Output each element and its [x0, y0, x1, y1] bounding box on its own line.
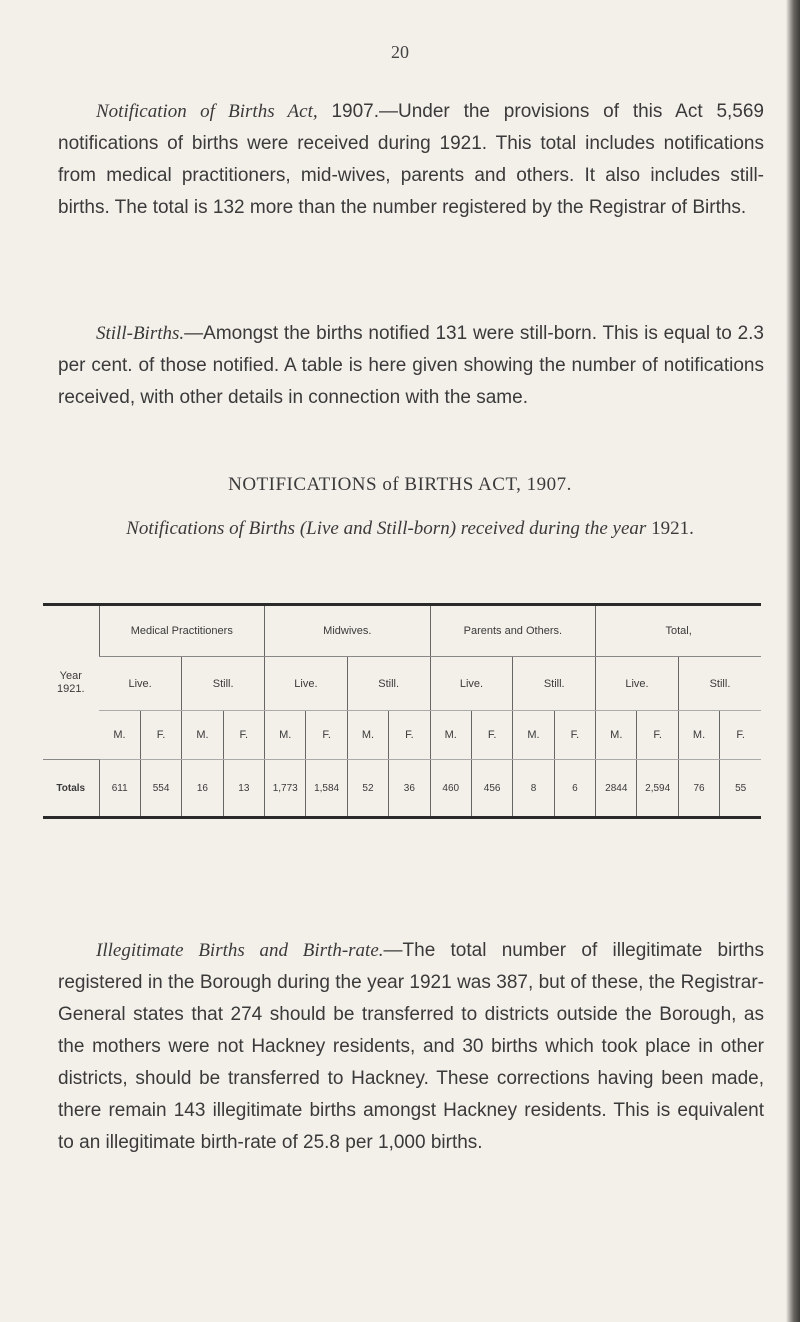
table-cell: 6: [554, 760, 595, 818]
table-cell: 1,773: [265, 760, 306, 818]
notification-paragraph: [58, 96, 764, 224]
table-cell: 16: [182, 760, 223, 818]
table-subtitle-text: Notifications of Births (Live and Still-born) received during the year: [126, 518, 647, 539]
group-header: Total,: [596, 605, 762, 657]
group-header-row: [43, 605, 761, 657]
table-subtitle: [60, 512, 760, 546]
group-header: Midwives.: [265, 605, 431, 657]
sex-header: F.: [720, 711, 761, 760]
notification-text: 1907.—Under the provisions of this Act 5,569 notifications of births were received during 1921. This total includes notifications from medical practitioners, mid-wives, parents and others. It also includes still-births. The total is 132 more than the number registered by the Registrar of Births.: [58, 101, 765, 218]
sex-header: M.: [513, 711, 554, 760]
births-notifications-table: [43, 603, 761, 819]
sub-header: Still.: [513, 657, 596, 711]
illegitimate-text: —The total number of illegitimate births registered in the Borough during the year 1921 was 387, but of these, the Registrar-General states that 274 should be transferred to districts outside the Borough, as the mothers were not Hackney residents, and 30 births which took place in other districts, should be transferred to Hackney. These corrections having been made, there remain 143 illegitimate births amongst Hackney residents. This is equivalent to an illegitimate birth-rate of 25.8 per 1,000 births.: [58, 940, 764, 1153]
group-header: Medical Practitioners: [99, 605, 265, 657]
sub-header: Still.: [347, 657, 430, 711]
year-header: [43, 605, 99, 760]
table-cell: 2,594: [637, 760, 678, 818]
table-title: NOTIFICATIONS of BIRTHS ACT, 1907.: [228, 474, 572, 495]
table-subtitle-year: 1921.: [651, 518, 694, 539]
year-value: 1921.: [56, 682, 85, 695]
table-cell: 8: [513, 760, 554, 818]
page-number: 20: [391, 42, 409, 62]
table-cell: 52: [347, 760, 388, 818]
sub-header: Still.: [678, 657, 761, 711]
sex-header: F.: [223, 711, 264, 760]
sex-header: F.: [471, 711, 512, 760]
year-label: Year: [59, 669, 82, 682]
sub-header: Still.: [182, 657, 265, 711]
sex-header: F.: [306, 711, 347, 760]
sex-header: F.: [140, 711, 181, 760]
illegitimate-births-paragraph: [58, 935, 764, 1159]
table-cell: 456: [471, 760, 512, 818]
sex-header: F.: [389, 711, 430, 760]
sub-header: Live.: [596, 657, 679, 711]
sub-header: Live.: [99, 657, 182, 711]
sub-header: Live.: [265, 657, 348, 711]
sub-header: Live.: [430, 657, 513, 711]
table-cell: 1,584: [306, 760, 347, 818]
table-cell: 13: [223, 760, 264, 818]
group-header: Parents and Others.: [430, 605, 596, 657]
sex-header: M.: [99, 711, 140, 760]
table-cell: 36: [389, 760, 430, 818]
table-row: [43, 760, 761, 818]
sex-header: M.: [182, 711, 223, 760]
table-cell: 611: [99, 760, 140, 818]
sex-header: M.: [596, 711, 637, 760]
page-edge-shadow: [786, 0, 800, 1322]
illegitimate-lead: Illegitimate Births and Birth-rate.: [96, 940, 384, 961]
totals-label: Totals: [56, 782, 86, 794]
sex-header: M.: [265, 711, 306, 760]
sex-header: F.: [554, 711, 595, 760]
table-cell: 55: [720, 760, 761, 818]
table-cell: 76: [678, 760, 719, 818]
sex-header: M.: [347, 711, 388, 760]
table-cell: 460: [430, 760, 471, 818]
still-births-text: —Amongst the births notified 131 were still-born. This is equal to 2.3 per cent. of those notified. A table is here given showing the number of notifications received, with other details in connection with the same.: [58, 323, 764, 408]
notification-lead: Notification of Births Act,: [96, 101, 318, 122]
table-cell: 2844: [596, 760, 637, 818]
sex-header: M.: [430, 711, 471, 760]
still-births-lead: Still-Births.: [96, 323, 185, 344]
sex-header: M.: [678, 711, 719, 760]
sex-header: F.: [637, 711, 678, 760]
table-cell: 554: [140, 760, 181, 818]
live-still-header-row: [43, 657, 761, 711]
sex-header-row: [43, 711, 761, 760]
still-births-paragraph: [58, 318, 764, 414]
